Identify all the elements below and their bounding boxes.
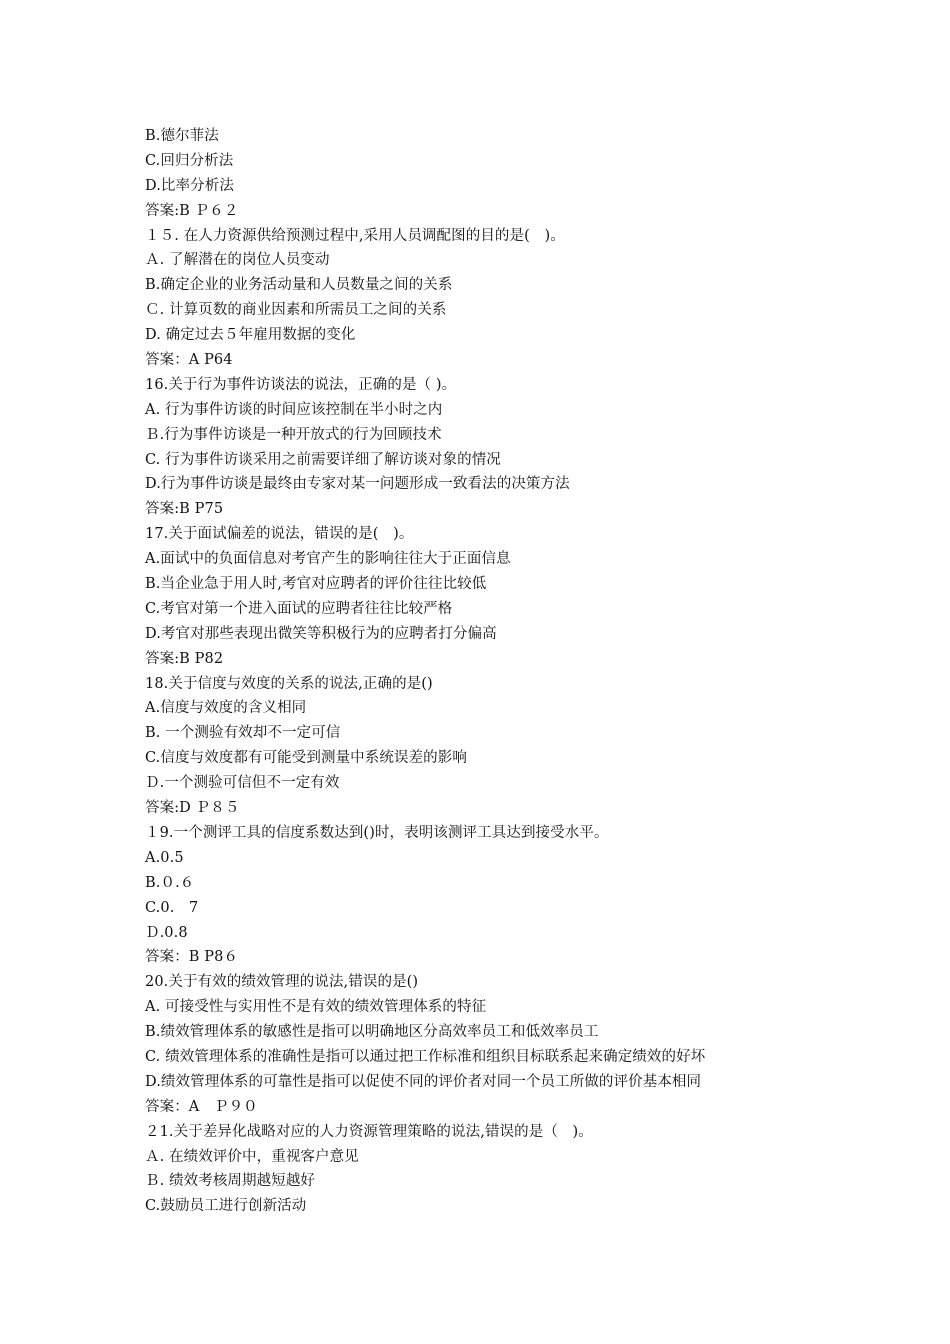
- answer-line: 答案:D Ｐ８５: [145, 800, 240, 817]
- question-line: １５. 在人力资源供给预测过程中,采用人员调配图的目的是( )。: [145, 227, 565, 244]
- option-text: D. 确定过去５年雇用数据的变化: [145, 327, 356, 344]
- question-line: 16.关于行为事件访谈法的说法，正确的是（ )。: [145, 376, 457, 393]
- option-text: Ｄ.0.8: [145, 924, 188, 941]
- option-text: B.确定企业的业务活动量和人员数量之间的关系: [145, 277, 453, 294]
- option-text: B. 一个测验有效却不一定可信: [145, 725, 341, 742]
- option-text: Ａ. 了解潜在的岗位人员变动: [145, 252, 330, 269]
- option-text: C. 绩效管理体系的准确性是指可以通过把工作标准和组织目标联系起来确定绩效的好坏: [145, 1048, 706, 1065]
- answer-line: 答案:B P75: [145, 501, 224, 518]
- option-text: Ｃ. 计算页数的商业因素和所需员工之间的关系: [145, 302, 447, 319]
- question-line: 20.关于有效的绩效管理的说法,错误的是(): [145, 974, 419, 991]
- answer-line: 答案：B P8６: [145, 949, 239, 966]
- option-text: C.回归分析法: [145, 152, 234, 169]
- option-text: A. 行为事件访谈的时间应该控制在半小时之内: [145, 401, 443, 418]
- option-text: Ａ. 在绩效评价中，重视客户意见: [145, 1148, 359, 1165]
- question-line: 18.关于信度与效度的关系的说法,正确的是(): [145, 675, 433, 692]
- answer-line: 答案：A P64: [145, 352, 233, 369]
- option-text: B.绩效管理体系的敏感性是指可以明确地区分高效率员工和低效率员工: [145, 1024, 599, 1041]
- option-text: C.0. 7: [145, 899, 199, 916]
- option-text: Ｄ.一个测验可信但不一定有效: [145, 775, 340, 792]
- answer-line: 答案:B P82: [145, 650, 224, 667]
- option-text: Ｂ. 绩效考核周期越短越好: [145, 1173, 316, 1190]
- option-text: D.比率分析法: [145, 177, 234, 194]
- question-line: 17.关于面试偏差的说法，错误的是( )。: [145, 526, 414, 543]
- document-body: [145, 124, 905, 1219]
- option-text: A.0.5: [145, 849, 184, 866]
- option-text: B.德尔菲法: [145, 128, 219, 144]
- option-text: B.当企业急于用人时,考官对应聘者的评价往往比较低: [145, 576, 487, 593]
- option-text: A.信度与效度的含义相同: [145, 700, 307, 717]
- option-text: D.绩效管理体系的可靠性是指可以促使不同的评价者对同一个员工所做的评价基本相同: [145, 1073, 702, 1090]
- option-text: A.面试中的负面信息对考官产生的影响往往大于正面信息: [145, 551, 511, 568]
- option-text: A. 可接受性与实用性不是有效的绩效管理体系的特征: [145, 999, 487, 1016]
- option-text: C. 行为事件访谈采用之前需要详细了解访谈对象的情况: [145, 451, 501, 468]
- option-text: Ｂ.行为事件访谈是一种开放式的行为回顾技术: [145, 426, 442, 443]
- option-text: C.考官对第一个进入面试的应聘者往往比较严格: [145, 600, 453, 617]
- question-line: １9.一个测评工具的信度系数达到()时，表明该测评工具达到接受水平。: [145, 824, 609, 841]
- option-text: C.信度与效度都有可能受到测量中系统误差的影响: [145, 750, 467, 767]
- option-text: C.鼓励员工进行创新活动: [145, 1198, 307, 1215]
- option-text: D.行为事件访谈是最终由专家对某一问题形成一致看法的决策方法: [145, 476, 570, 493]
- question-line: ２1.关于差异化战略对应的人力资源管理策略的说法,错误的是（ )。: [145, 1123, 593, 1140]
- answer-line: 答案：A Ｐ９０: [145, 1098, 258, 1115]
- option-text: D.考官对那些表现出微笑等积极行为的应聘者打分偏高: [145, 625, 497, 642]
- answer-line: 答案:B Ｐ６２: [145, 202, 239, 219]
- option-text: B.０.６: [145, 874, 195, 891]
